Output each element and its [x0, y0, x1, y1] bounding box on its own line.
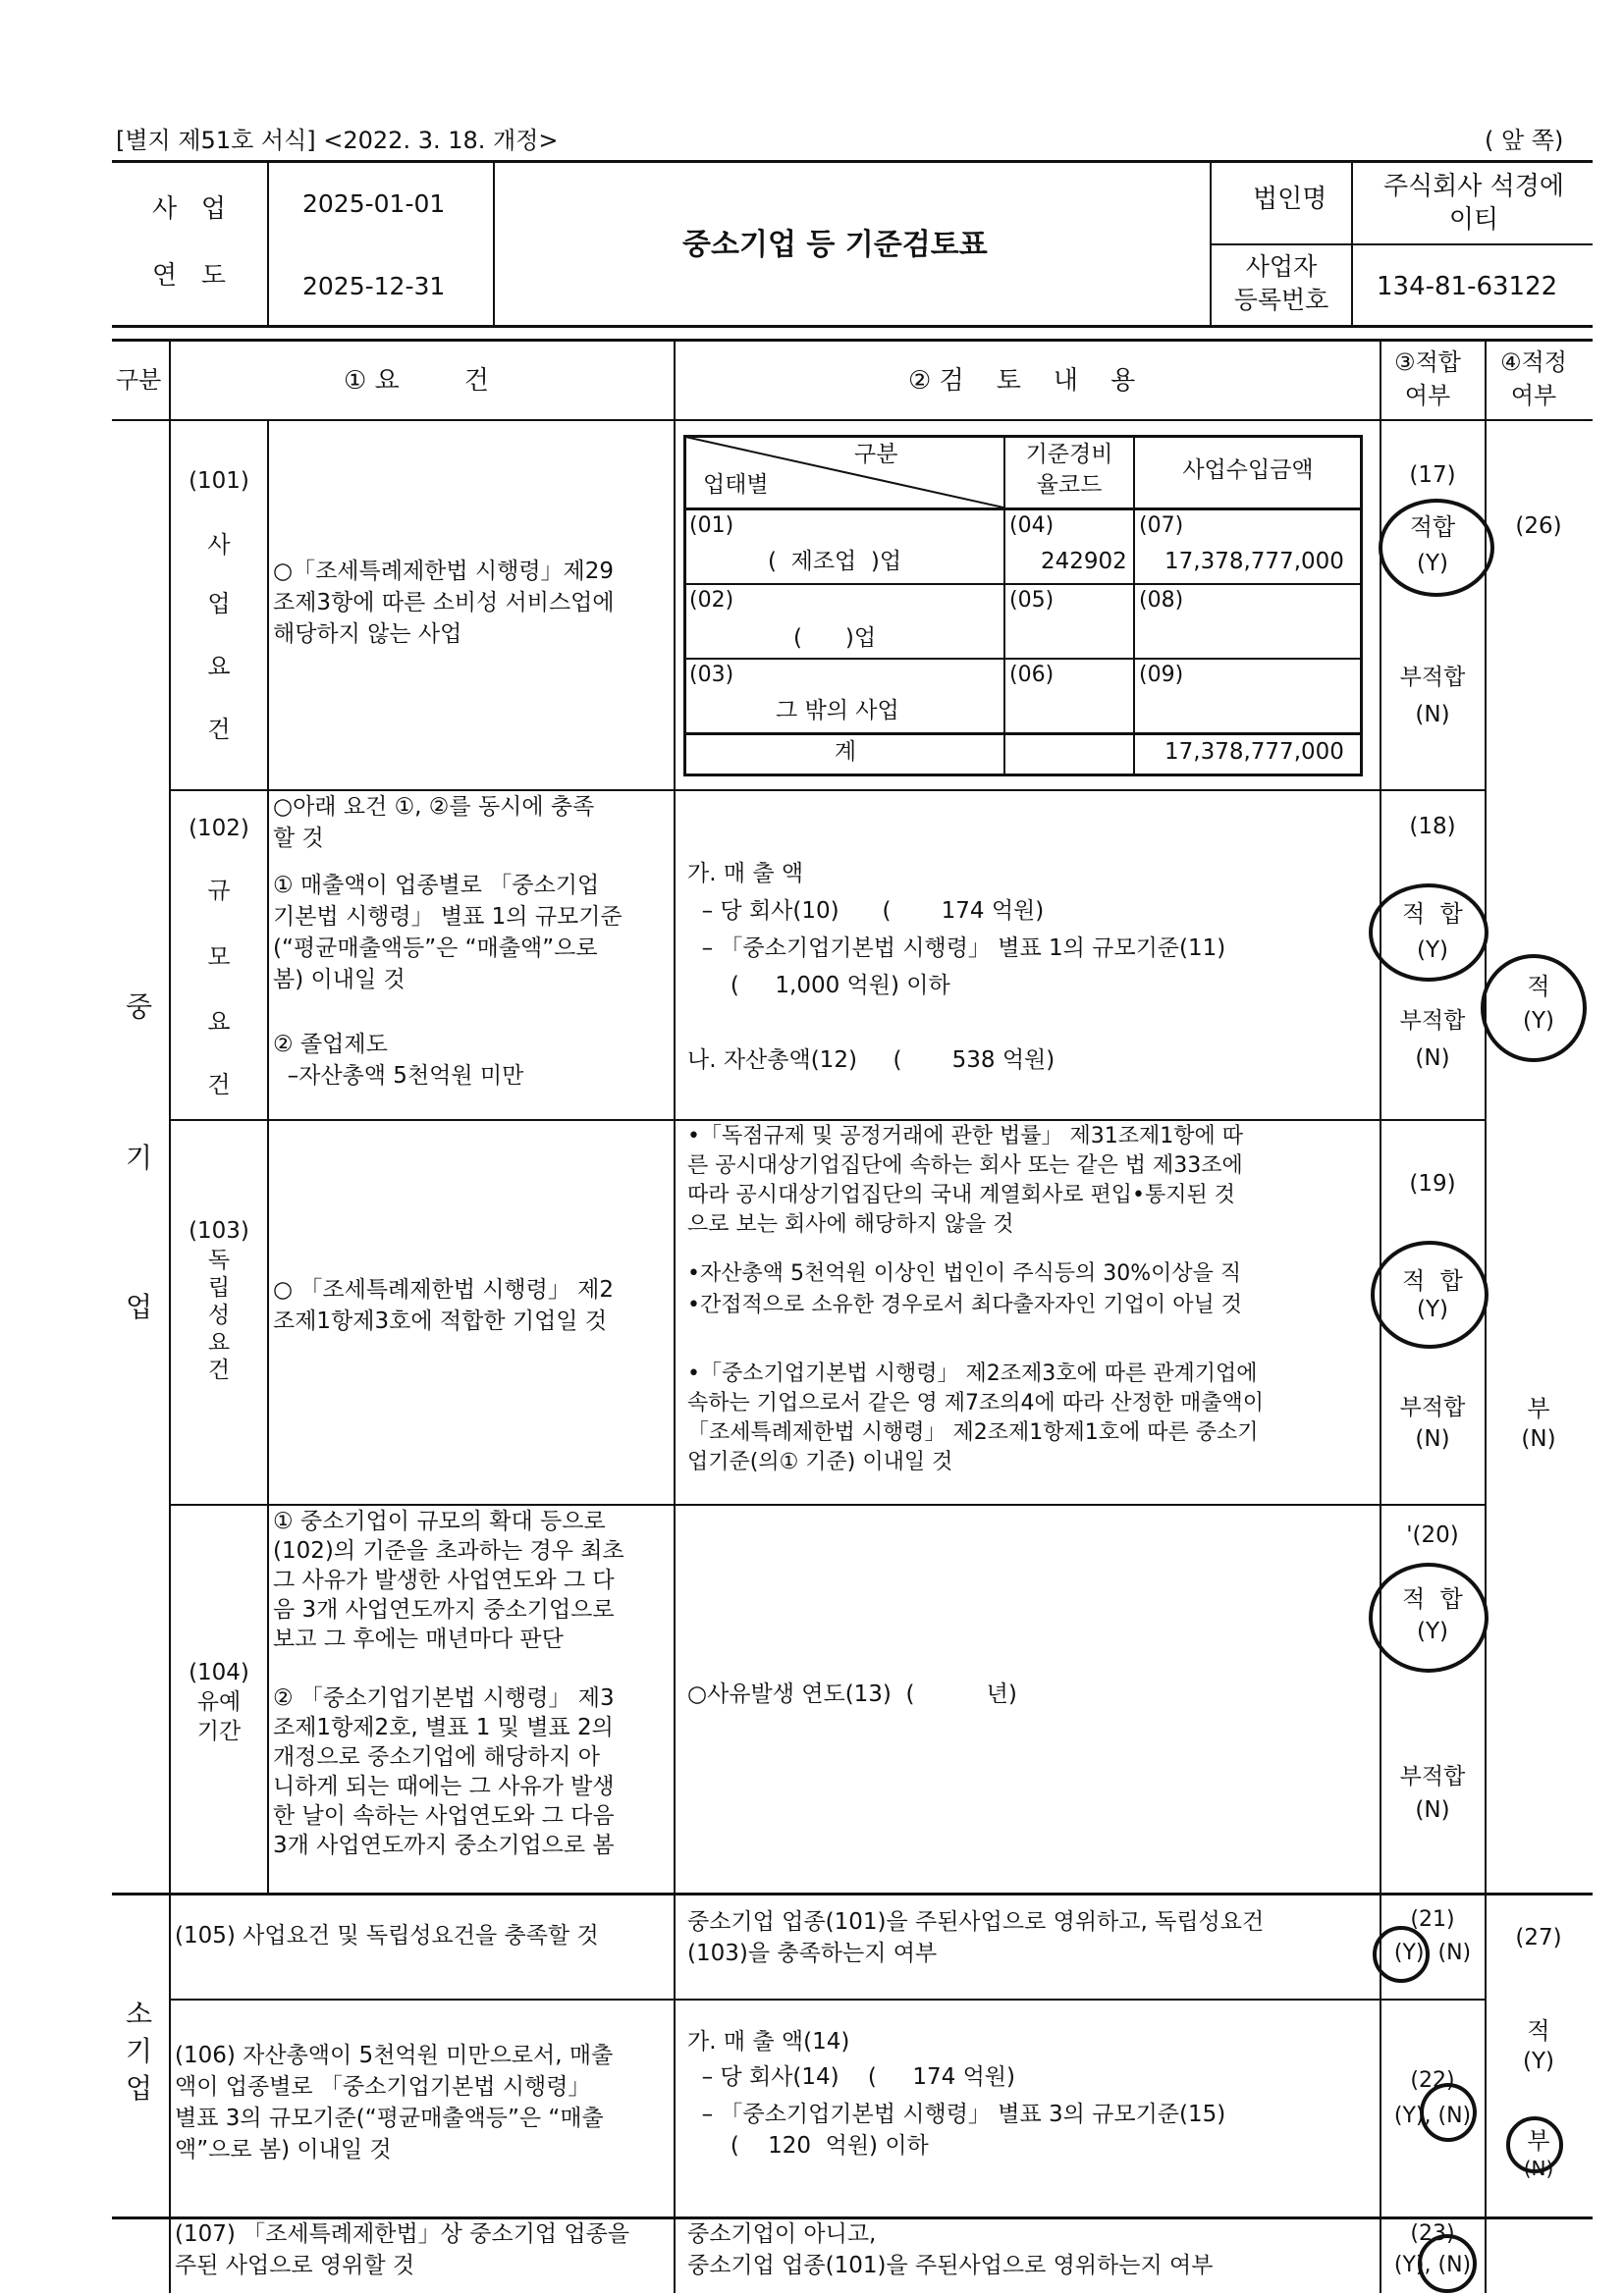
row-102-requirement: (“평균매출액등”은 “매출액”으로 [273, 935, 598, 961]
table-header-amount: 사업수입금액 [1182, 457, 1314, 483]
row-102-requirement: –자산총액 5천억원 미만 [273, 1063, 524, 1089]
proper-code: (26) [1515, 513, 1562, 539]
row-102-review: – 당 회사(10) ( 174 억원) [687, 898, 1045, 924]
row-104-requirement: 3개 사업연도까지 중소기업으로 봄 [273, 1833, 615, 1858]
row-103-review: 속하는 기업으로서 같은 영 제7조의4에 따라 산정한 매출액이 [687, 1391, 1264, 1415]
divider [1133, 437, 1135, 774]
period-start: 2025-01-01 [302, 189, 446, 218]
selection-circle [1371, 1241, 1489, 1349]
row-107-requirement: (107) 「조세특례제한법」상 중소기업 업종을 [175, 2221, 630, 2247]
selection-circle [1420, 2083, 1477, 2142]
row-106-requirement: 액”으로 봄) 이내일 것 [175, 2137, 392, 2163]
table-cell-type: ( 제조업 )업 [768, 549, 902, 574]
reg-no-label: 등록번호 [1233, 286, 1329, 314]
row-104-requirement: 보고 그 후에는 매년마다 판단 [273, 1627, 564, 1652]
proper-no: (N) [1521, 1426, 1556, 1452]
row-103-fit-no: 부적합 [1399, 1395, 1466, 1420]
row-106-review: – 당 회사(14) ( 174 억원) [687, 2064, 1016, 2090]
row-101-fit-yes: 적합 [1409, 513, 1456, 541]
row-103-code: (103) [189, 1218, 249, 1244]
row-103-name: 성 [207, 1303, 231, 1328]
row-106-fit-code: (22) [1410, 2068, 1455, 2093]
row-104-requirement: 니하게 되는 때에는 그 사유가 발생 [273, 1774, 615, 1799]
row-106-review: 가. 매 출 액(14) [687, 2029, 850, 2055]
selection-circle [1369, 1563, 1489, 1673]
proper-yes: 적 [1527, 2017, 1550, 2045]
section-sme-label: 업 [126, 1291, 153, 1323]
row-101-requirement: 해당하지 않는 사업 [273, 621, 462, 647]
row-105-review: 중소기업 업종(101)을 주된사업으로 영위하고, 독립성요건 [687, 1909, 1265, 1935]
period-end: 2025-12-31 [302, 272, 446, 300]
row-104-fit-code: '(20) [1406, 1522, 1459, 1548]
section-small-label: 소 [126, 1998, 153, 2030]
row-105-fit-choice: (Y), (N) [1393, 1941, 1472, 1965]
row-103-review: 으로 보는 회사에 해당하지 않을 것 [687, 1212, 1014, 1237]
proper-no: 부 [1527, 1395, 1550, 1422]
row-106-fit-choice: (Y), (N) [1393, 2104, 1472, 2128]
row-101-name: 건 [207, 716, 231, 743]
row-102-review: ( 1,000 억원) 이하 [687, 973, 950, 998]
row-101-requirement: ○「조세특례제한법 시행령」제29 [273, 559, 615, 584]
row-102-fit-yes: (Y) [1417, 937, 1448, 963]
business-year-label: 연 도 [152, 261, 227, 291]
row-103-name: 립 [207, 1275, 231, 1301]
row-104-code: (104) [189, 1660, 249, 1685]
divider [267, 421, 269, 1894]
row-102-review: 나. 자산총액(12) ( 538 억원) [687, 1047, 1056, 1073]
row-103-fit-no: (N) [1415, 1426, 1450, 1452]
row-106-requirement: 별표 3의 규모기준(“평균매출액등”은 “매출 [175, 2106, 604, 2131]
row-105-requirement: (105) 사업요건 및 독립성요건을 충족할 것 [175, 1923, 599, 1949]
proper-yes: (Y) [1523, 1008, 1554, 1034]
row-104-requirement: 그 사유가 발생한 사업연도와 그 다 [273, 1568, 615, 1593]
row-105-review: (103)을 충족하는지 여부 [687, 1941, 938, 1966]
row-103-requirement: 조제1항제3호에 적합한 기업일 것 [273, 1308, 608, 1334]
table-cell-no: (01) [689, 513, 734, 538]
row-101-requirement: 조제3항에 따른 소비성 서비스업에 [273, 590, 615, 615]
row-102-code: (102) [189, 816, 249, 841]
form-title: 중소기업 등 기준검토표 [682, 228, 988, 262]
divider [171, 1119, 1485, 1121]
row-104-name: 유예 [196, 1689, 242, 1715]
page-side: ( 앞 쪽) [1485, 127, 1564, 154]
row-103-review: •간접적으로 소유한 경우로서 최다출자자인 기업이 아닐 것 [687, 1293, 1242, 1317]
divider [1211, 243, 1593, 245]
selection-circle [1373, 1926, 1430, 1983]
section-small-label: 기 [126, 2035, 153, 2067]
section-sme-label: 중 [126, 990, 153, 1023]
row-104-fit-yes: (Y) [1417, 1619, 1448, 1644]
table-cell-code: 242902 [1041, 549, 1127, 574]
divider [1485, 340, 1487, 2293]
reg-no-label: 사업자 [1245, 252, 1318, 281]
row-102-requirement: 기본법 시행령」 별표 1의 규모기준 [273, 904, 623, 930]
row-104-requirement: 한 날이 속하는 사업연도와 그 다음 [273, 1803, 615, 1829]
row-101-name: 사 [207, 531, 231, 559]
col-fit: 여부 [1404, 382, 1451, 409]
divider [685, 732, 1361, 735]
row-103-fit-yes: 적 합 [1402, 1267, 1463, 1295]
selection-circle [1379, 499, 1494, 597]
table-cell-no: (02) [689, 588, 734, 613]
row-103-review: •「중소기업기본법 시행령」 제2조제3호에 따른 관계기업에 [687, 1362, 1258, 1386]
proper-no: 부 [1527, 2127, 1550, 2155]
selection-circle [1369, 883, 1489, 982]
table-header-code: 기준경비 [1025, 442, 1113, 467]
row-103-review: •자산총액 5천억원 이상인 법인이 주식등의 30%이상을 직 [687, 1261, 1242, 1286]
row-104-requirement: ② 「중소기업기본법 시행령」 제3 [273, 1685, 615, 1711]
reg-no: 134-81-63122 [1377, 272, 1558, 301]
row-106-review: – 「중소기업기본법 시행령」 별표 3의 규모기준(15) [687, 2102, 1226, 2127]
row-103-review: •「독점규제 및 공정거래에 관한 법률」 제31조제1항에 따 [687, 1124, 1243, 1148]
row-102-fit-code: (18) [1409, 814, 1456, 839]
table-cell-amt-no: (08) [1139, 588, 1184, 613]
col-fit: ③적합 [1394, 348, 1461, 376]
row-102-name: 요 [207, 1008, 231, 1036]
row-107-requirement: 주된 사업으로 영위할 것 [175, 2253, 415, 2278]
divider [267, 162, 269, 326]
table-total-label: 계 [834, 739, 857, 765]
row-105-fit-code: (21) [1410, 1907, 1455, 1932]
corp-name: 이티 [1448, 205, 1499, 235]
proper-yes: 적 [1527, 973, 1550, 1000]
row-102-name: 규 [207, 877, 231, 904]
corp-name-label: 법인명 [1253, 185, 1327, 214]
divider [493, 162, 495, 326]
section-divider [112, 1893, 1593, 1896]
row-104-requirement: 조제1항제2호, 별표 1 및 별표 2의 [273, 1715, 614, 1740]
row-102-requirement: 봄) 이내일 것 [273, 967, 406, 992]
row-102-requirement: ○아래 요건 ①, ②를 동시에 충족 [273, 794, 595, 820]
row-102-review: 가. 매 출 액 [687, 861, 804, 886]
selection-circle [1418, 2234, 1477, 2293]
divider [171, 1504, 1485, 1506]
row-101-fit-code: (17) [1409, 462, 1456, 488]
table-cell-code-no: (06) [1009, 663, 1055, 687]
row-104-review: ○사유발생 연도(13) ( 년) [687, 1682, 1017, 1707]
section-divider [112, 2216, 1593, 2219]
row-101-name: 업 [207, 590, 231, 617]
row-104-name: 기간 [196, 1719, 242, 1744]
table-cell-type: ( )업 [793, 625, 877, 651]
col-review: ② 검 토 내 용 [908, 366, 1136, 396]
col-category: 구분 [116, 366, 162, 394]
row-106-review: ( 120 억원) 이하 [687, 2133, 929, 2159]
table-top-border [112, 339, 1593, 342]
row-104-requirement: (102)의 기준을 초과하는 경우 최초 [273, 1538, 624, 1564]
form-id: [별지 제51호 서식] <2022. 3. 18. 개정> [116, 127, 559, 154]
row-102-name: 건 [207, 1071, 231, 1098]
row-103-requirement: ○ 「조세특례제한법 시행령」 제2 [273, 1277, 615, 1303]
col-requirement: ① 요 건 [344, 366, 489, 396]
selection-circle [1481, 954, 1587, 1062]
row-103-review: 른 공시대상기업집단에 속하는 회사 또는 같은 법 제33조에 [687, 1153, 1243, 1178]
row-104-requirement: ① 중소기업이 규모의 확대 등으로 [273, 1509, 606, 1534]
row-107-review: 중소기업이 아니고, [687, 2221, 877, 2247]
section-small-label: 업 [126, 2072, 153, 2105]
row-102-requirement: ① 매출액이 업종별로 「중소기업 [273, 873, 600, 898]
proper-no: (N) [1523, 2157, 1554, 2180]
proper-code: (27) [1515, 1925, 1562, 1950]
row-101-fit-yes: (Y) [1417, 551, 1448, 576]
table-cell-type: 그 밖의 사업 [776, 698, 899, 723]
row-103-review: 「조세특례제한법 시행령」 제2조제1항제1호에 따른 중소기 [687, 1420, 1259, 1445]
row-102-requirement: 할 것 [273, 826, 324, 851]
table-header-type: 업태별 [703, 472, 769, 498]
divider [171, 1999, 1485, 2001]
selection-circle [1506, 2116, 1563, 2173]
section-sme-label: 기 [126, 1142, 153, 1174]
row-101-code: (101) [189, 468, 249, 494]
header-top-border [112, 160, 1593, 163]
table-header-division: 구분 [854, 442, 898, 467]
divider [685, 583, 1361, 585]
row-101-fit-no: 부적합 [1399, 665, 1466, 690]
row-102-fit-no: (N) [1415, 1045, 1450, 1071]
proper-yes: (Y) [1523, 2049, 1554, 2074]
table-cell-amt-no: (09) [1139, 663, 1184, 687]
divider [171, 789, 1485, 791]
row-104-requirement: 개정으로 중소기업에 해당하지 아 [273, 1744, 600, 1770]
row-101-fit-no: (N) [1415, 702, 1450, 727]
divider [112, 419, 1593, 421]
row-103-name: 독 [207, 1248, 231, 1273]
row-107-fit-choice: (Y), (N) [1393, 2253, 1472, 2277]
header-bottom-border [112, 325, 1593, 328]
row-102-fit-no: 부적합 [1399, 1008, 1466, 1034]
table-header-code: 율코드 [1036, 472, 1103, 498]
row-104-fit-yes: 적 합 [1402, 1585, 1463, 1613]
row-101-name: 요 [207, 653, 231, 680]
row-107-fit-code: (23) [1410, 2221, 1455, 2246]
row-103-name: 건 [207, 1358, 231, 1383]
table-cell-amount: 17,378,777,000 [1164, 549, 1344, 574]
row-103-review: 업기준(의① 기준) 이내일 것 [687, 1450, 953, 1474]
table-cell-amt-no: (07) [1139, 513, 1184, 538]
corp-name: 주식회사 석경에 [1382, 172, 1565, 201]
business-year-label: 사 업 [152, 194, 227, 224]
row-102-requirement: ② 졸업제도 [273, 1032, 388, 1057]
row-103-fit-code: (19) [1409, 1171, 1456, 1197]
table-total-amount: 17,378,777,000 [1164, 739, 1344, 765]
divider [685, 658, 1361, 660]
divider [685, 507, 1361, 510]
col-proper: 여부 [1510, 382, 1557, 409]
row-103-fit-yes: (Y) [1417, 1297, 1448, 1322]
row-103-review: 따라 공시대상기업집단의 국내 계열회사로 편입•통지된 것 [687, 1183, 1235, 1207]
table-cell-no: (03) [689, 663, 734, 687]
row-102-name: 모 [207, 943, 231, 971]
row-107-review: 중소기업 업종(101)을 주된사업으로 영위하는지 여부 [687, 2253, 1214, 2278]
row-104-fit-no: 부적합 [1399, 1764, 1466, 1789]
row-104-requirement: 음 3개 사업연도까지 중소기업으로 [273, 1597, 615, 1623]
col-proper: ④적정 [1500, 348, 1567, 376]
row-106-requirement: (106) 자산총액이 5천억원 미만으로서, 매출 [175, 2043, 614, 2068]
row-104-fit-no: (N) [1415, 1797, 1450, 1823]
table-cell-code-no: (05) [1009, 588, 1055, 613]
row-103-name: 요 [207, 1330, 231, 1356]
row-102-fit-yes: 적 합 [1402, 900, 1463, 928]
row-106-requirement: 액이 업종별로 「중소기업기본법 시행령」 [175, 2074, 591, 2100]
table-cell-code-no: (04) [1009, 513, 1055, 538]
row-102-review: – 「중소기업기본법 시행령」 별표 1의 규모기준(11) [687, 935, 1226, 961]
